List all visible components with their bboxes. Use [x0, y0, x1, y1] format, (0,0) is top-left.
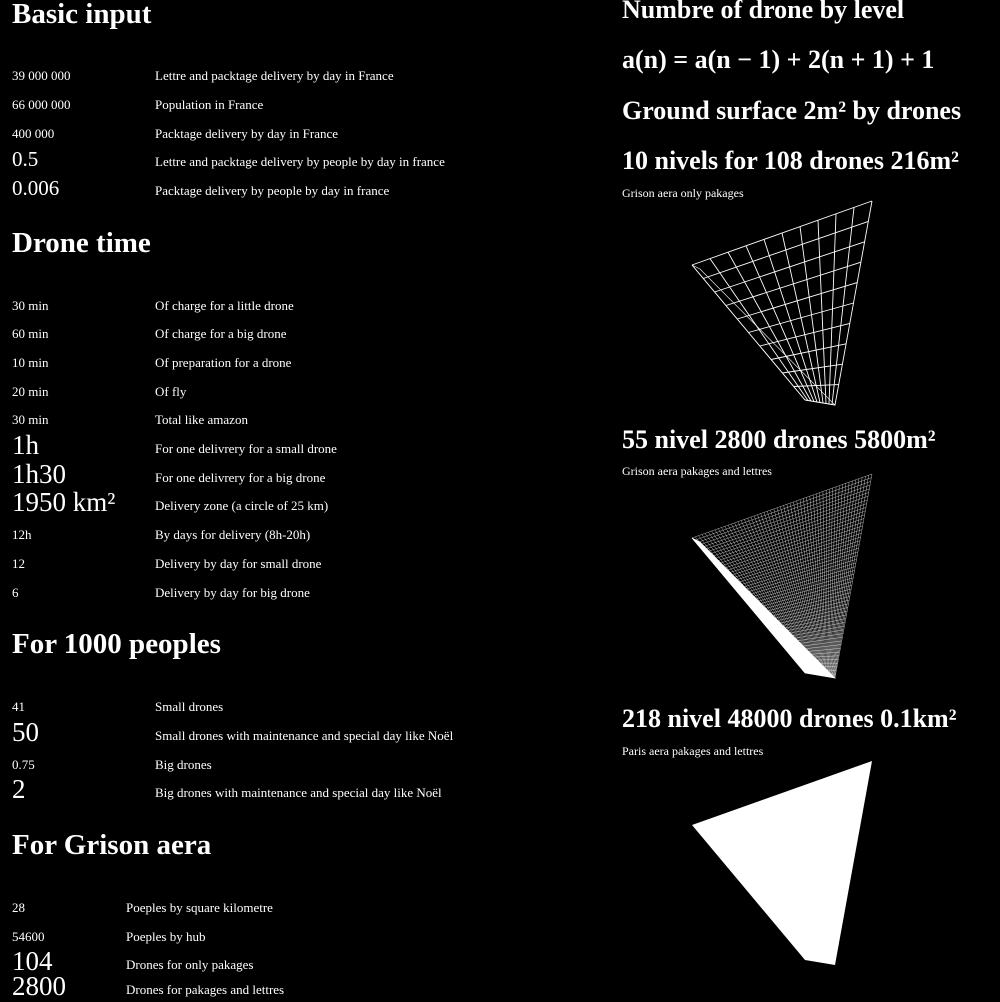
row-label: Big drones	[155, 757, 212, 773]
row-value: 66 000 000	[12, 97, 71, 113]
row-label: Of charge for a little drone	[155, 298, 294, 314]
row-label: Packtage delivery by people by day in france	[155, 183, 389, 199]
list-item	[12, 376, 572, 402]
row-label: Small drones	[155, 699, 223, 715]
row-value: 1h	[12, 430, 39, 461]
level-caption-2: Grison aera pakages and lettres	[622, 464, 772, 479]
row-label: Of preparation for a drone	[155, 355, 291, 371]
row-label: Big drones with maintenance and special day like Noël	[155, 785, 442, 801]
row-label: Poeples by square kilometre	[126, 900, 273, 916]
list-item	[12, 777, 572, 803]
row-label: Delivery by day for small drone	[155, 556, 321, 572]
list-item	[12, 290, 572, 316]
row-label: Total like amazon	[155, 412, 248, 428]
formula: a(n) = a(n − 1) + 2(n + 1) + 1	[622, 45, 934, 75]
list-item	[12, 89, 572, 115]
row-label: Population in France	[155, 97, 263, 113]
row-label: Delivery zone (a circle of 25 km)	[155, 498, 328, 514]
list-item	[12, 118, 572, 144]
row-label: For one delivrery for a small drone	[155, 441, 337, 457]
list-item	[12, 577, 572, 603]
list-item	[12, 490, 572, 516]
list-item	[12, 548, 572, 574]
row-value: 30 min	[12, 412, 48, 428]
list-item	[12, 433, 572, 459]
list-item	[12, 60, 572, 86]
row-value: 10 min	[12, 355, 48, 371]
basic-input-heading: Basic input	[12, 0, 151, 30]
row-value: 6	[12, 585, 19, 601]
row-value: 54600	[12, 929, 45, 945]
pyramid-solid	[692, 761, 872, 965]
right-title: Numbre of drone by level	[622, 0, 904, 25]
pyramid-grid	[692, 474, 872, 678]
row-value: 0.006	[12, 176, 59, 201]
row-value: 2800	[12, 971, 66, 1002]
pyramid-diagram-2	[680, 468, 880, 688]
level-title-3: 218 nivel 48000 drones 0.1km²	[622, 704, 957, 734]
list-item	[12, 347, 572, 373]
row-value: 12	[12, 556, 25, 572]
row-value: 2	[12, 774, 26, 805]
surface-text: Ground surface 2m² by drones	[622, 96, 961, 126]
drone-time-heading: Drone time	[12, 227, 151, 259]
row-label: Small drones with maintenance and special day like Noël	[155, 728, 453, 744]
row-label: Lettre and packtage delivery by people by day in france	[155, 154, 445, 170]
pyramid-side-face	[692, 538, 835, 678]
list-item	[12, 175, 572, 201]
row-value: 41	[12, 699, 25, 715]
row-value: 0.5	[12, 147, 38, 172]
row-label: Packtage delivery by day in France	[155, 126, 338, 142]
list-item	[12, 949, 572, 975]
row-label: By days for delivery (8h-20h)	[155, 527, 310, 543]
row-label: Poeples by hub	[126, 929, 205, 945]
row-value: 50	[12, 717, 39, 748]
list-item	[12, 519, 572, 545]
row-value: 400 000	[12, 126, 54, 142]
row-value: 28	[12, 900, 25, 916]
row-value: 30 min	[12, 298, 48, 314]
row-value: 1950 km²	[12, 487, 115, 518]
row-value: 1h30	[12, 459, 66, 490]
pyramid-grid	[692, 201, 872, 405]
list-item	[12, 892, 572, 918]
list-item	[12, 404, 572, 430]
pyramid-diagram-1	[680, 195, 880, 415]
list-item	[12, 974, 572, 1000]
row-label: Drones for only pakages	[126, 957, 253, 973]
level-title-1: 10 nivels for 108 drones 216m²	[622, 146, 959, 176]
row-value: 12h	[12, 527, 32, 543]
row-label: Delivery by day for big drone	[155, 585, 310, 601]
row-label: Of fly	[155, 384, 186, 400]
list-item	[12, 921, 572, 947]
row-value: 104	[12, 946, 53, 977]
row-label: Of charge for a big drone	[155, 326, 287, 342]
for-1000-heading: For 1000 peoples	[12, 628, 221, 660]
row-value: 39 000 000	[12, 68, 71, 84]
list-item	[12, 146, 572, 172]
row-label: For one delivrery for a big drone	[155, 470, 325, 486]
row-label: Drones for pakages and lettres	[126, 982, 284, 998]
row-value: 20 min	[12, 384, 48, 400]
level-title-2: 55 nivel 2800 drones 5800m²	[622, 425, 936, 455]
grison-heading: For Grison aera	[12, 829, 211, 861]
row-value: 0.75	[12, 757, 35, 773]
list-item	[12, 462, 572, 488]
list-item	[12, 749, 572, 775]
row-value: 60 min	[12, 326, 48, 342]
list-item	[12, 720, 572, 746]
level-caption-1: Grison aera only pakages	[622, 186, 744, 201]
list-item	[12, 318, 572, 344]
row-label: Lettre and packtage delivery by day in France	[155, 68, 394, 84]
list-item	[12, 691, 572, 717]
level-caption-3: Paris aera pakages and lettres	[622, 744, 763, 759]
pyramid-diagram-3	[680, 755, 880, 975]
